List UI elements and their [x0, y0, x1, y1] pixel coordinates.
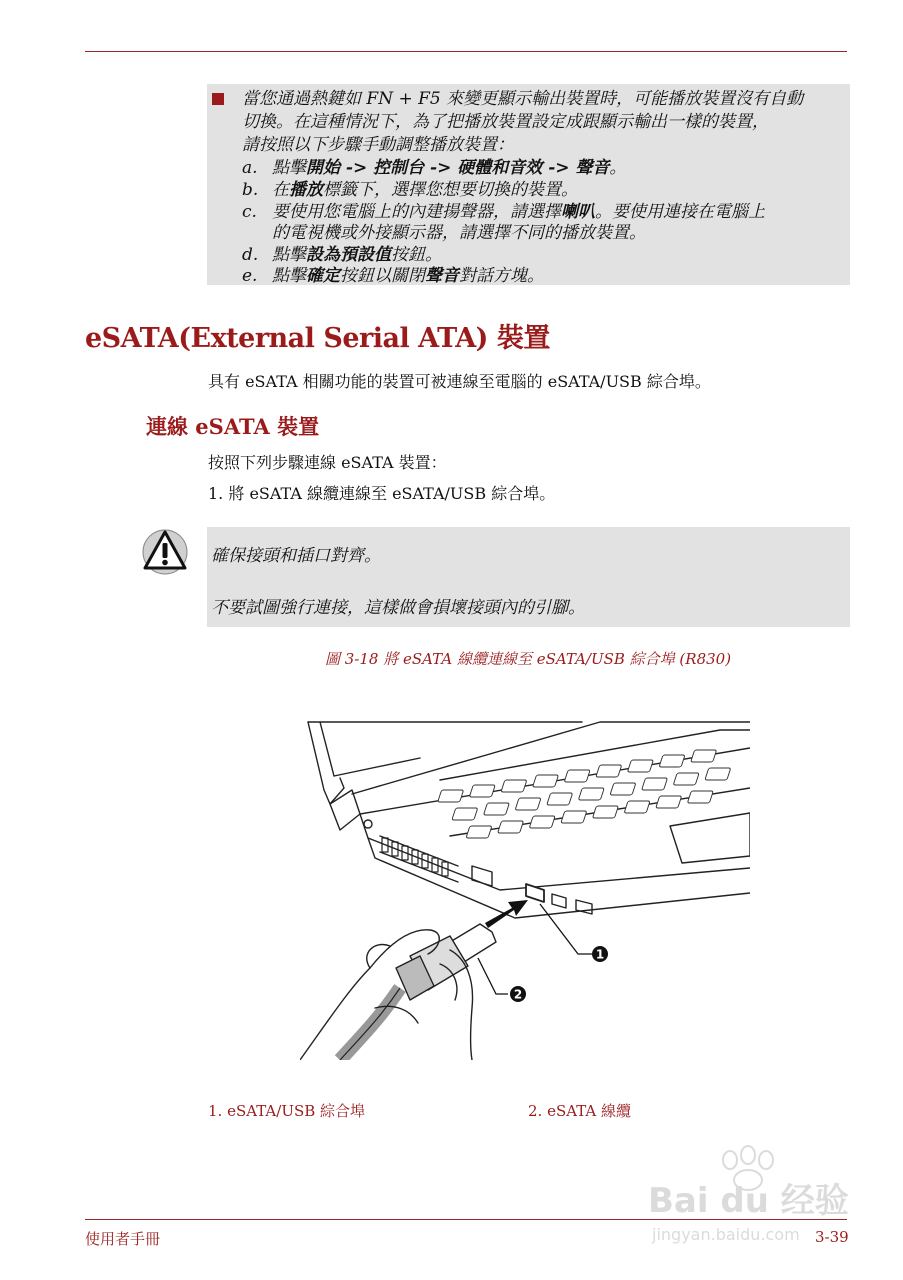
step-key: d. — [242, 245, 259, 265]
step-text: 按鈕以關閉 — [340, 266, 425, 286]
watermark-url: jingyan.baidu.com — [652, 1225, 800, 1244]
header-rule — [85, 51, 847, 52]
subsection-paragraph: 按照下列步驟連線 eSATA 裝置： — [208, 453, 447, 472]
note-step-b — [242, 179, 578, 201]
instruction-step-1: 1. 將 eSATA 線纜連線至 eSATA/USB 綜合埠。 — [208, 484, 556, 503]
step-bold: 開始 -> 控制台 -> 硬體和音效 -> 聲音 — [306, 158, 610, 178]
step-text: 按鈕。 — [391, 245, 442, 265]
step-text: 點擊 — [272, 158, 306, 178]
warning-line-1: 確保接頭和插口對齊。 — [211, 546, 381, 566]
step-key: b. — [242, 180, 259, 200]
step-key: e. — [242, 266, 258, 286]
step-text: 在 — [272, 180, 289, 200]
step-key: a. — [242, 158, 258, 178]
note-intro-line-1: 當您通過熱鍵如 FN + F5 來變更顯示輸出裝置時，可能播放裝置沒有自動 — [242, 89, 804, 109]
subsection-heading: 連線 eSATA 裝置 — [146, 414, 320, 439]
laptop-esata-illustration — [300, 718, 750, 1060]
note-bullet-icon — [212, 93, 224, 105]
step-text: 要使用您電腦上的內建揚聲器，請選擇 — [272, 202, 561, 222]
figure-caption: 圖 3-18 將 eSATA 線纜連線至 eSATA/USB 綜合埠 (R830) — [325, 650, 732, 668]
step-bold: 設為預設值 — [306, 245, 391, 265]
step-bold: 喇叭 — [561, 202, 595, 222]
section-paragraph: 具有 eSATA 相關功能的裝置可被連線至電腦的 eSATA/USB 綜合埠。 — [208, 372, 711, 391]
figure-legend-1: 1. eSATA/USB 綜合埠 — [208, 1102, 366, 1120]
step-bold: 播放 — [289, 180, 323, 200]
note-step-a — [242, 157, 626, 179]
callout-2: 2 — [513, 987, 523, 1002]
note-intro — [242, 88, 847, 157]
note-step-e — [242, 265, 544, 287]
figure-legend-2: 2. eSATA 線纜 — [528, 1102, 632, 1120]
step-text: 對話方塊。 — [459, 266, 544, 286]
note-step-d — [242, 244, 442, 266]
note-step-c — [242, 201, 765, 223]
step-bold: 聲音 — [425, 266, 459, 286]
warning-line-2: 不要試圖強行連接，這樣做會損壞接頭內的引腳。 — [211, 598, 585, 618]
step-bold: 確定 — [306, 266, 340, 286]
note-step-c-continuation: 的電視機或外接顯示器，請選擇不同的播放裝置。 — [272, 223, 646, 243]
note-intro-line-3: 請按照以下步驟手動調整播放裝置： — [242, 135, 514, 155]
section-heading: eSATA(External Serial ATA) 裝置 — [85, 323, 550, 354]
callout-1: 1 — [595, 947, 605, 962]
page-number: 3-39 — [815, 1228, 849, 1246]
step-text: 點擊 — [272, 245, 306, 265]
watermark-logo-text: Bai du 经验 — [648, 1181, 849, 1221]
warning-triangle-icon — [141, 527, 189, 575]
step-key: c. — [242, 202, 257, 222]
note-intro-line-2: 切換。在這種情況下，為了把播放裝置設定成跟顯示輸出一樣的裝置， — [242, 112, 769, 132]
footer-title: 使用者手冊 — [85, 1230, 161, 1248]
step-text: 標籤下，選擇您想要切換的裝置。 — [323, 180, 578, 200]
step-text: 點擊 — [272, 266, 306, 286]
step-text: 。要使用連接在電腦上 — [595, 202, 765, 222]
footer-rule — [85, 1219, 847, 1220]
step-text: 。 — [609, 158, 627, 178]
